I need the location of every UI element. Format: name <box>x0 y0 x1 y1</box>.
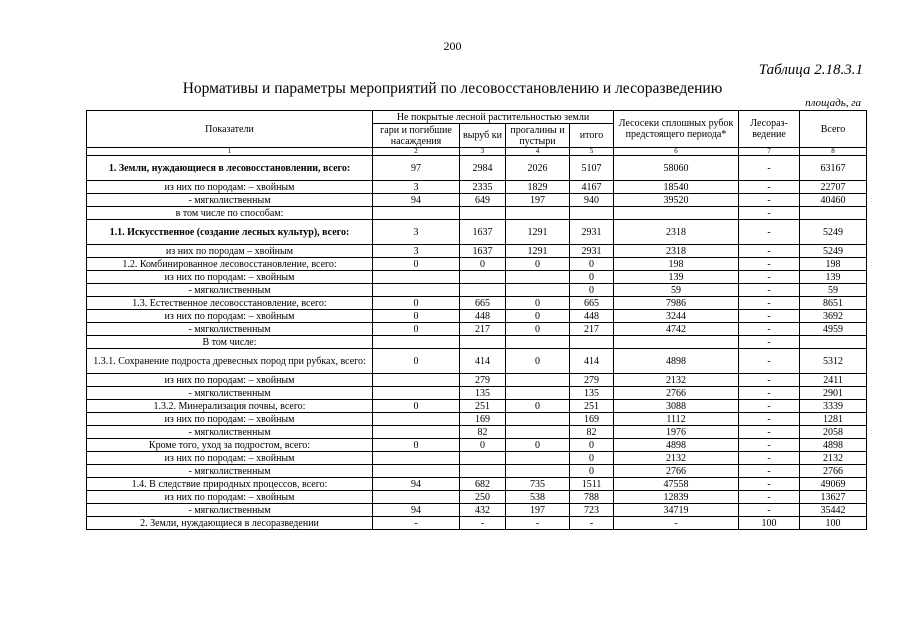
cell-col-4: 0 <box>506 310 570 323</box>
column-number: 1 <box>87 148 373 156</box>
row-label: - мягколиственным <box>87 465 373 478</box>
cell-col-8: 40460 <box>800 194 867 207</box>
cell-col-5: 940 <box>570 194 614 207</box>
cell-col-7: - <box>739 504 800 517</box>
cell-col-3: 217 <box>460 323 506 336</box>
cell-col-8: 5249 <box>800 245 867 258</box>
cell-col-4: 1829 <box>506 181 570 194</box>
cell-col-5: 0 <box>570 465 614 478</box>
cell-col-8: 2058 <box>800 426 867 439</box>
column-number: 4 <box>506 148 570 156</box>
cell-col-3: 251 <box>460 400 506 413</box>
cell-col-8: 22707 <box>800 181 867 194</box>
cell-col-3: 82 <box>460 426 506 439</box>
cell-col-8: 4898 <box>800 439 867 452</box>
cell-col-3: 135 <box>460 387 506 400</box>
cell-col-5: 723 <box>570 504 614 517</box>
cell-col-2: 0 <box>373 258 460 271</box>
cell-col-3: 1637 <box>460 245 506 258</box>
header-subtotal: итого <box>570 124 614 148</box>
cell-col-6: 58060 <box>614 156 739 181</box>
cell-col-8: 100 <box>800 517 867 530</box>
cell-col-6: 47558 <box>614 478 739 491</box>
cell-col-7: - <box>739 426 800 439</box>
header-total: Всего <box>800 111 867 148</box>
cell-col-5: 1511 <box>570 478 614 491</box>
cell-col-2: 94 <box>373 478 460 491</box>
cell-col-7: - <box>739 297 800 310</box>
cell-col-5: 217 <box>570 323 614 336</box>
row-label: 1. Земли, нуждающиеся в лесовосстановлении, всего: <box>87 156 373 181</box>
table-row <box>87 323 867 336</box>
cell-col-5: 414 <box>570 349 614 374</box>
table-row <box>87 491 867 504</box>
cell-col-2: 94 <box>373 194 460 207</box>
header-indicators: Показатели <box>87 111 373 148</box>
cell-col-6: 2318 <box>614 220 739 245</box>
table-row <box>87 156 867 181</box>
cell-col-2: - <box>373 517 460 530</box>
cell-col-3: 432 <box>460 504 506 517</box>
cell-col-4 <box>506 426 570 439</box>
cell-col-2 <box>373 426 460 439</box>
row-label: - мягколиственным <box>87 426 373 439</box>
cell-col-4: 0 <box>506 439 570 452</box>
cell-col-4 <box>506 374 570 387</box>
cell-col-5: 0 <box>570 452 614 465</box>
cell-col-3: 414 <box>460 349 506 374</box>
cell-col-2: 0 <box>373 323 460 336</box>
table-row <box>87 413 867 426</box>
cell-col-4: 2026 <box>506 156 570 181</box>
cell-col-3: 0 <box>460 258 506 271</box>
cell-col-4: 0 <box>506 297 570 310</box>
cell-col-2 <box>373 387 460 400</box>
cell-col-3: 2984 <box>460 156 506 181</box>
cell-col-2 <box>373 413 460 426</box>
row-label: - мягколиственным <box>87 387 373 400</box>
cell-col-7: - <box>739 387 800 400</box>
cell-col-5: 788 <box>570 491 614 504</box>
table-row <box>87 439 867 452</box>
cell-col-2: 0 <box>373 439 460 452</box>
column-numbers-row <box>87 148 867 156</box>
table-row <box>87 181 867 194</box>
cell-col-4 <box>506 271 570 284</box>
cell-col-8 <box>800 336 867 349</box>
cell-col-8: 63167 <box>800 156 867 181</box>
cell-col-4: - <box>506 517 570 530</box>
cell-col-5: 251 <box>570 400 614 413</box>
cell-col-8: 2411 <box>800 374 867 387</box>
cell-col-8: 35442 <box>800 504 867 517</box>
cell-col-7: - <box>739 465 800 478</box>
cell-col-3 <box>460 207 506 220</box>
table-row <box>87 207 867 220</box>
cell-col-6: 2318 <box>614 245 739 258</box>
cell-col-6: 4898 <box>614 349 739 374</box>
cell-col-3 <box>460 284 506 297</box>
cell-col-6: 18540 <box>614 181 739 194</box>
cell-col-5: - <box>570 517 614 530</box>
column-number: 3 <box>460 148 506 156</box>
cell-col-3: 649 <box>460 194 506 207</box>
table-title: Нормативы и параметры мероприятий по лесовосстановлению и лесоразведению <box>182 80 723 97</box>
cell-col-3: 279 <box>460 374 506 387</box>
cell-col-7: - <box>739 439 800 452</box>
cell-col-4 <box>506 413 570 426</box>
cell-col-3: - <box>460 517 506 530</box>
header-clearcuts: Лесосеки сплошных рубок предстоящего периода* <box>614 111 739 148</box>
cell-col-7: - <box>739 413 800 426</box>
cell-col-3: 0 <box>460 439 506 452</box>
column-number: 6 <box>614 148 739 156</box>
cell-col-7: - <box>739 220 800 245</box>
row-label: из них по породам: – хвойным <box>87 413 373 426</box>
cell-col-3 <box>460 336 506 349</box>
column-number: 5 <box>570 148 614 156</box>
cell-col-5: 0 <box>570 271 614 284</box>
cell-col-2: 3 <box>373 245 460 258</box>
cell-col-4 <box>506 387 570 400</box>
row-label: 1.3. Естественное лесовосстановление, всего: <box>87 297 373 310</box>
cell-col-7: - <box>739 452 800 465</box>
cell-col-8 <box>800 207 867 220</box>
header-cutovers: выруб ки <box>460 124 506 148</box>
cell-col-2: 94 <box>373 504 460 517</box>
cell-col-7: - <box>739 284 800 297</box>
header-afforestation: Лесораз- ведение <box>739 111 800 148</box>
cell-col-4: 0 <box>506 323 570 336</box>
cell-col-2: 3 <box>373 181 460 194</box>
cell-col-2 <box>373 374 460 387</box>
cell-col-5: 0 <box>570 439 614 452</box>
cell-col-4: 197 <box>506 194 570 207</box>
cell-col-3: 682 <box>460 478 506 491</box>
cell-col-2 <box>373 271 460 284</box>
cell-col-5: 2931 <box>570 245 614 258</box>
row-label: 1.1. Искусственное (создание лесных культур), всего: <box>87 220 373 245</box>
row-label: 1.3.2. Минерализация почвы, всего: <box>87 400 373 413</box>
cell-col-6: 2766 <box>614 387 739 400</box>
cell-col-6: 139 <box>614 271 739 284</box>
cell-col-7: - <box>739 349 800 374</box>
cell-col-3: 1637 <box>460 220 506 245</box>
row-label: из них по породам: – хвойным <box>87 310 373 323</box>
table-row <box>87 336 867 349</box>
row-label: 1.4. В следствие природных процессов, всего: <box>87 478 373 491</box>
cell-col-5 <box>570 207 614 220</box>
cell-col-5: 448 <box>570 310 614 323</box>
cell-col-6: 7986 <box>614 297 739 310</box>
table-row <box>87 504 867 517</box>
column-number: 8 <box>800 148 867 156</box>
cell-col-3 <box>460 452 506 465</box>
cell-col-4: 538 <box>506 491 570 504</box>
cell-col-6: 2132 <box>614 452 739 465</box>
cell-col-3: 250 <box>460 491 506 504</box>
cell-col-2: 0 <box>373 400 460 413</box>
cell-col-8: 2766 <box>800 465 867 478</box>
cell-col-8: 3692 <box>800 310 867 323</box>
cell-col-8: 5249 <box>800 220 867 245</box>
cell-col-4: 197 <box>506 504 570 517</box>
table-row <box>87 426 867 439</box>
cell-col-4 <box>506 284 570 297</box>
row-label: из них по породам: – хвойным <box>87 271 373 284</box>
units-label: площадь, га <box>805 97 861 109</box>
cell-col-7: - <box>739 258 800 271</box>
cell-col-5: 135 <box>570 387 614 400</box>
cell-col-2: 0 <box>373 349 460 374</box>
cell-col-7: - <box>739 245 800 258</box>
row-label: - мягколиственным <box>87 284 373 297</box>
cell-col-8: 198 <box>800 258 867 271</box>
table-row <box>87 220 867 245</box>
cell-col-2 <box>373 452 460 465</box>
cell-col-4: 0 <box>506 400 570 413</box>
row-label: из них по породам: – хвойным <box>87 452 373 465</box>
cell-col-2 <box>373 284 460 297</box>
cell-col-6: - <box>614 517 739 530</box>
cell-col-8: 49069 <box>800 478 867 491</box>
cell-col-6: 59 <box>614 284 739 297</box>
cell-col-8: 2901 <box>800 387 867 400</box>
cell-col-7: - <box>739 207 800 220</box>
cell-col-4: 0 <box>506 349 570 374</box>
row-label: из них по породам: – хвойным <box>87 491 373 504</box>
cell-col-6: 4898 <box>614 439 739 452</box>
table-row <box>87 465 867 478</box>
column-number: 2 <box>373 148 460 156</box>
cell-col-8: 1281 <box>800 413 867 426</box>
cell-col-3: 169 <box>460 413 506 426</box>
cell-col-6: 34719 <box>614 504 739 517</box>
table-row <box>87 374 867 387</box>
cell-col-6: 39520 <box>614 194 739 207</box>
cell-col-7: 100 <box>739 517 800 530</box>
cell-col-2: 0 <box>373 297 460 310</box>
table-row <box>87 258 867 271</box>
table-row <box>87 271 867 284</box>
cell-col-7: - <box>739 323 800 336</box>
cell-col-7: - <box>739 336 800 349</box>
cell-col-5 <box>570 336 614 349</box>
cell-col-4 <box>506 452 570 465</box>
cell-col-5: 2931 <box>570 220 614 245</box>
cell-col-2 <box>373 491 460 504</box>
cell-col-5: 279 <box>570 374 614 387</box>
cell-col-7: - <box>739 478 800 491</box>
cell-col-7: - <box>739 181 800 194</box>
cell-col-6: 2132 <box>614 374 739 387</box>
cell-col-6: 12839 <box>614 491 739 504</box>
page-number: 200 <box>443 39 462 53</box>
cell-col-4: 735 <box>506 478 570 491</box>
header-burned: гари и погибшие насаждения <box>373 124 460 148</box>
cell-col-2 <box>373 207 460 220</box>
cell-col-8: 8651 <box>800 297 867 310</box>
cell-col-6 <box>614 207 739 220</box>
cell-col-3: 665 <box>460 297 506 310</box>
cell-col-8: 4959 <box>800 323 867 336</box>
table-row <box>87 194 867 207</box>
row-label: 2. Земли, нуждающиеся в лесоразведении <box>87 517 373 530</box>
cell-col-4: 0 <box>506 258 570 271</box>
row-label: 1.3.1. Сохранение подроста древесных пород при рубках, всего: <box>87 349 373 374</box>
cell-col-2 <box>373 465 460 478</box>
cell-col-7: - <box>739 271 800 284</box>
table-row <box>87 517 867 530</box>
cell-col-4: 1291 <box>506 220 570 245</box>
cell-col-7: - <box>739 310 800 323</box>
row-label: В том числе: <box>87 336 373 349</box>
cell-col-6: 2766 <box>614 465 739 478</box>
cell-col-5: 0 <box>570 284 614 297</box>
cell-col-8: 3339 <box>800 400 867 413</box>
cell-col-6: 198 <box>614 258 739 271</box>
data-table <box>86 110 867 530</box>
header-group: Не покрытые лесной растительностью земли <box>373 111 614 124</box>
cell-col-5: 5107 <box>570 156 614 181</box>
cell-col-2: 97 <box>373 156 460 181</box>
cell-col-3 <box>460 271 506 284</box>
cell-col-7: - <box>739 400 800 413</box>
row-label: - мягколиственным <box>87 504 373 517</box>
cell-col-7: - <box>739 194 800 207</box>
cell-col-5: 665 <box>570 297 614 310</box>
cell-col-2: 3 <box>373 220 460 245</box>
cell-col-5: 0 <box>570 258 614 271</box>
cell-col-7: - <box>739 374 800 387</box>
table-row <box>87 349 867 374</box>
header-glades: прогалины и пустыри <box>506 124 570 148</box>
cell-col-2: 0 <box>373 310 460 323</box>
row-label: из них по породам: – хвойным <box>87 374 373 387</box>
cell-col-2 <box>373 336 460 349</box>
table-row <box>87 245 867 258</box>
row-label: - мягколиственным <box>87 194 373 207</box>
cell-col-3 <box>460 465 506 478</box>
cell-col-3: 2335 <box>460 181 506 194</box>
row-label: в том числе по способам: <box>87 207 373 220</box>
cell-col-6 <box>614 336 739 349</box>
row-label: 1.2. Комбинированное лесовосстановление, всего: <box>87 258 373 271</box>
cell-col-6: 3088 <box>614 400 739 413</box>
table-row <box>87 387 867 400</box>
cell-col-3: 448 <box>460 310 506 323</box>
table-body <box>87 156 867 530</box>
column-number: 7 <box>739 148 800 156</box>
cell-col-5: 82 <box>570 426 614 439</box>
table-id: Таблица 2.18.3.1 <box>758 62 863 78</box>
row-label: Кроме того, уход за подростом, всего: <box>87 439 373 452</box>
cell-col-5: 169 <box>570 413 614 426</box>
table-row <box>87 478 867 491</box>
cell-col-4 <box>506 336 570 349</box>
cell-col-6: 1976 <box>614 426 739 439</box>
cell-col-4 <box>506 207 570 220</box>
cell-col-5: 4167 <box>570 181 614 194</box>
cell-col-6: 4742 <box>614 323 739 336</box>
row-label: - мягколиственным <box>87 323 373 336</box>
table-row <box>87 284 867 297</box>
cell-col-6: 1112 <box>614 413 739 426</box>
cell-col-4 <box>506 465 570 478</box>
table-row <box>87 452 867 465</box>
cell-col-7: - <box>739 491 800 504</box>
table-row <box>87 400 867 413</box>
cell-col-8: 5312 <box>800 349 867 374</box>
table-row <box>87 297 867 310</box>
cell-col-8: 13627 <box>800 491 867 504</box>
cell-col-8: 139 <box>800 271 867 284</box>
table-row <box>87 310 867 323</box>
row-label: из них по породам – хвойным <box>87 245 373 258</box>
cell-col-7: - <box>739 156 800 181</box>
row-label: из них по породам: – хвойным <box>87 181 373 194</box>
cell-col-8: 2132 <box>800 452 867 465</box>
cell-col-6: 3244 <box>614 310 739 323</box>
cell-col-8: 59 <box>800 284 867 297</box>
cell-col-4: 1291 <box>506 245 570 258</box>
